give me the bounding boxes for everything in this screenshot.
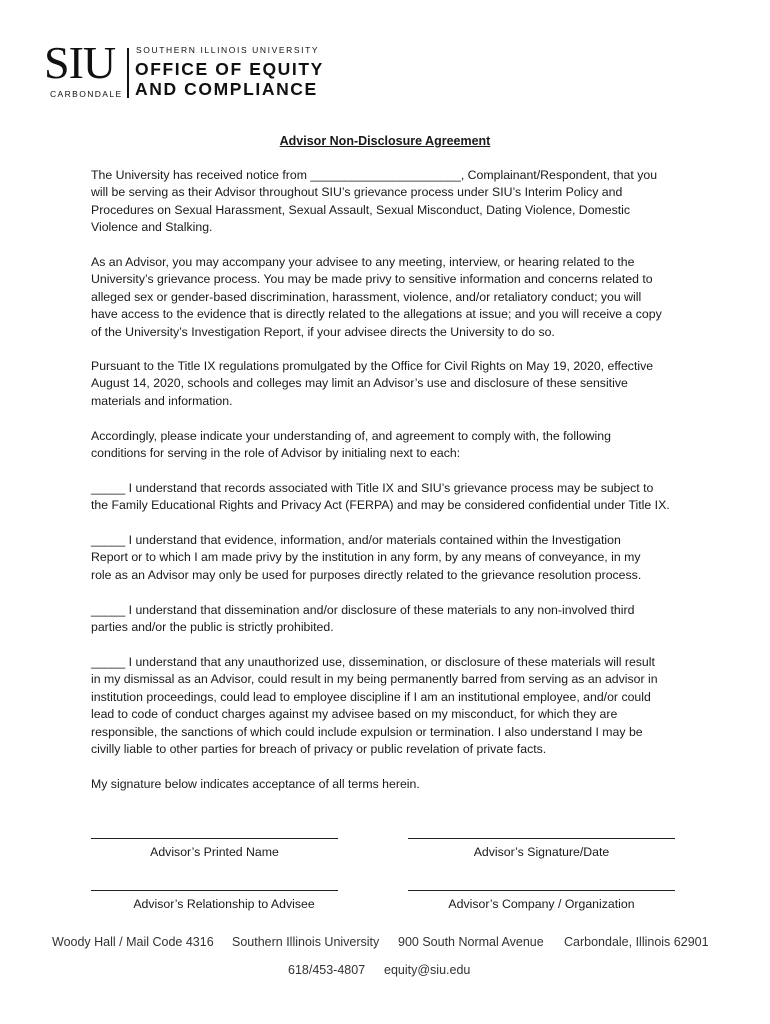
advisor-role-paragraph: As an Advisor, you may accompany your advisee to any meeting, interview, or hearing related to the University’s grievance process. You may be made privy to sensitive information and concerns related to alleged sex or gender-based discrimination, harassment, violence, and/or retaliatory conduct; you will have access to the evidence that is directly related to the allegations at issue; and you will receive a copy of the University’s Investigation Report, if your advisee directs the University to do so.: [91, 255, 662, 339]
footer-city: Carbondale, Illinois 62901: [564, 935, 709, 949]
signature-date-line[interactable]: [408, 838, 675, 839]
relationship-label: Advisor’s Relationship to Advisee: [133, 897, 315, 911]
office-name-line2: AND COMPLIANCE: [135, 79, 318, 99]
condition-evidence-use: _____ I understand that evidence, information, and/or materials contained within the Investigation Report or to which I am made privy by the institution in any form, by any means of conveyance, in my role as an Advisor may only be used for purposes directly related to the grievance resolution process.: [91, 533, 642, 582]
company-label: Advisor’s Company / Organization: [448, 897, 635, 911]
footer-email[interactable]: equity@siu.edu: [384, 963, 471, 977]
university-name: SOUTHERN ILLINOIS UNIVERSITY: [136, 45, 320, 55]
intro-paragraph: The University has received notice from ______________________, Complainant/Respondent, that you will be serving as their Advisor throughout SIU’s grievance process under SIU’s Interim Policy and Procedures on Sexual Harassment, Sexual Assault, Sexual Misconduct, Dating Violence, Domestic Violence and Stalking.: [91, 168, 658, 235]
office-name: [135, 59, 324, 99]
condition-ferpa: _____ I understand that records associated with Title IX and SIU’s grievance process may be subject to the Family Educational Rights and Privacy Act (FERPA) and may be considered confidential under Title IX.: [91, 481, 670, 513]
company-line[interactable]: [408, 890, 675, 891]
document-title: Advisor Non-Disclosure Agreement: [279, 134, 491, 148]
logo-divider: [127, 48, 129, 98]
footer-university: Southern Illinois University: [232, 935, 380, 949]
footer-phone: 618/453-4807: [288, 963, 366, 977]
footer-street: 900 South Normal Avenue: [398, 935, 544, 949]
conditions-intro-paragraph: Accordingly, please indicate your understanding of, and agreement to comply with, the following conditions for serving in the role of Advisor by initialing next to each:: [91, 429, 611, 461]
siu-wordmark: SIU: [44, 37, 116, 88]
title-ix-paragraph: Pursuant to the Title IX regulations promulgated by the Office for Civil Rights on May 19, 2020, effective August 14, 2020, schools and colleges may limit an Advisor’s use and disclosure of these sensitive materials and information.: [91, 359, 654, 408]
signature-date-label: Advisor’s Signature/Date: [473, 845, 610, 859]
relationship-line[interactable]: [91, 890, 338, 891]
printed-name-label: Advisor’s Printed Name: [150, 845, 279, 859]
office-name-line1: OFFICE OF EQUITY: [135, 59, 324, 79]
condition-no-dissemination: _____ I understand that dissemination and/or disclosure of these materials to any non-involved third parties and/or the public is strictly prohibited.: [91, 603, 635, 635]
campus-name: CARBONDALE: [50, 89, 123, 99]
condition-consequences: _____ I understand that any unauthorized use, dissemination, or disclosure of these materials will result in my dismissal as an Advisor, could result in my being permanently barred from serving as an advisor in institution proceedings, could lead to employee discipline if I am an institutional employee, and/or could lead to code of conduct charges against my advisee based on my misconduct, for which they are responsible, the sanctions of which could include expulsion or termination. I also understand I may be civilly liable to other parties for breach of privacy or public revelation of private facts.: [91, 655, 658, 757]
printed-name-line[interactable]: [91, 838, 338, 839]
office-logo: [44, 37, 344, 104]
footer-hall: Woody Hall / Mail Code 4316: [52, 935, 214, 949]
acceptance-statement: My signature below indicates acceptance of all terms herein.: [91, 777, 420, 791]
